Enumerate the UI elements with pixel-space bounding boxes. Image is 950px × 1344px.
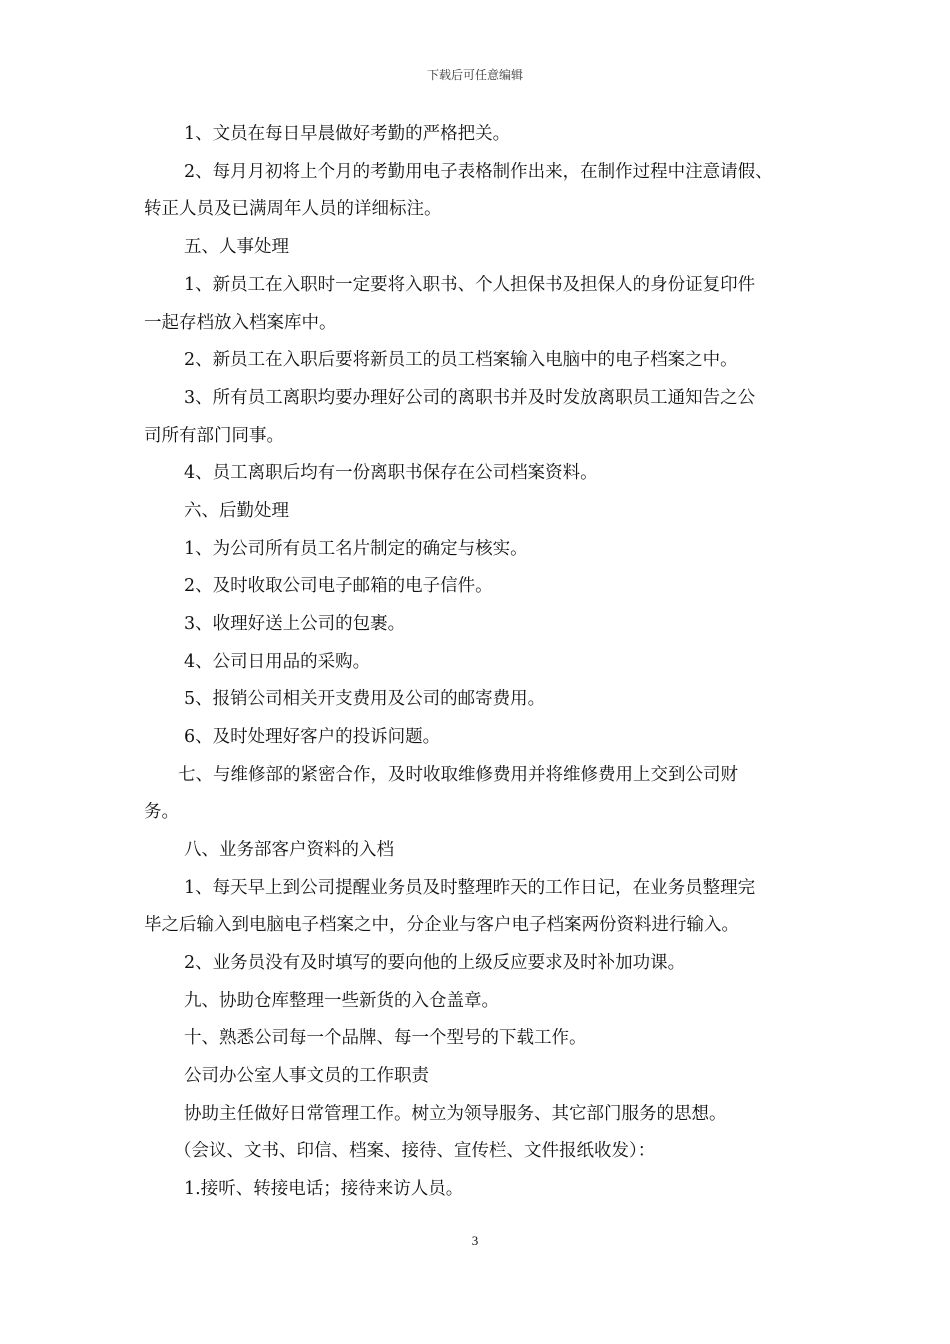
paragraph-line: 6、及时处理好客户的投诉问题。 xyxy=(184,727,441,747)
paragraph-line: 2、业务员没有及时填写的要向他的上级反应要求及时补加功课。 xyxy=(184,953,686,973)
paragraph-line: （会议、文书、印信、档案、接待、宣传栏、文件报纸收发）： xyxy=(174,1141,656,1161)
paragraph-line: 2、新员工在入职后要将新员工的员工档案输入电脑中的电子档案之中。 xyxy=(184,350,738,370)
paragraph-line: 务。 xyxy=(144,802,179,822)
paragraph-line: 转正人员及已满周年人员的详细标注。 xyxy=(144,199,442,219)
paragraph-line: 1、每天早上到公司提醒业务员及时整理昨天的工作日记，在业务员整理完 xyxy=(184,878,756,898)
paragraph-line: 4、公司日用品的采购。 xyxy=(184,652,371,672)
paragraph-line: 一起存档放入档案库中。 xyxy=(144,313,337,333)
paragraph-line: 4、员工离职后均有一份离职书保存在公司档案资料。 xyxy=(184,463,598,483)
paragraph-line: 1、新员工在入职时一定要将入职书、个人担保书及担保人的身份证复印件 xyxy=(184,275,756,295)
paragraph-line: 司所有部门同事。 xyxy=(144,426,284,446)
section-heading: 八、业务部客户资料的入档 xyxy=(184,840,394,860)
page-number: 3 xyxy=(471,1233,479,1248)
section-heading: 五、人事处理 xyxy=(184,237,289,257)
paragraph-line: 1、为公司所有员工名片制定的确定与核实。 xyxy=(184,539,528,559)
paragraph-line: 3、收理好送上公司的包裹。 xyxy=(184,614,406,634)
paragraph-line: 3、所有员工离职均要办理好公司的离职书并及时发放离职员工通知告之公 xyxy=(184,388,756,408)
paragraph-line: 协助主任做好日常管理工作。树立为领导服务、其它部门服务的思想。 xyxy=(184,1104,727,1124)
paragraph-line: 5、报销公司相关开支费用及公司的邮寄费用。 xyxy=(184,689,546,709)
section-heading: 七、与维修部的紧密合作，及时收取维修费用并将维修费用上交到公司财 xyxy=(178,765,738,785)
paragraph-line: 1.接听、转接电话；接待来访人员。 xyxy=(184,1179,464,1199)
section-heading: 六、后勤处理 xyxy=(184,501,289,521)
paragraph-line: 2、每月月初将上个月的考勤用电子表格制作出来，在制作过程中注意请假、 xyxy=(184,162,773,182)
section-heading: 十、熟悉公司每一个品牌、每一个型号的下载工作。 xyxy=(184,1028,587,1048)
paragraph-line: 2、及时收取公司电子邮箱的电子信件。 xyxy=(184,576,493,596)
paragraph-line: 毕之后输入到电脑电子档案之中，分企业与客户电子档案两份资料进行输入。 xyxy=(144,915,739,935)
paragraph-line: 1、文员在每日早晨做好考勤的严格把关。 xyxy=(184,124,511,144)
page-header: 下载后可任意编辑 xyxy=(426,68,523,82)
section-heading: 公司办公室人事文员的工作职责 xyxy=(184,1066,429,1086)
section-heading: 九、协助仓库整理一些新货的入仓盖章。 xyxy=(184,991,499,1011)
